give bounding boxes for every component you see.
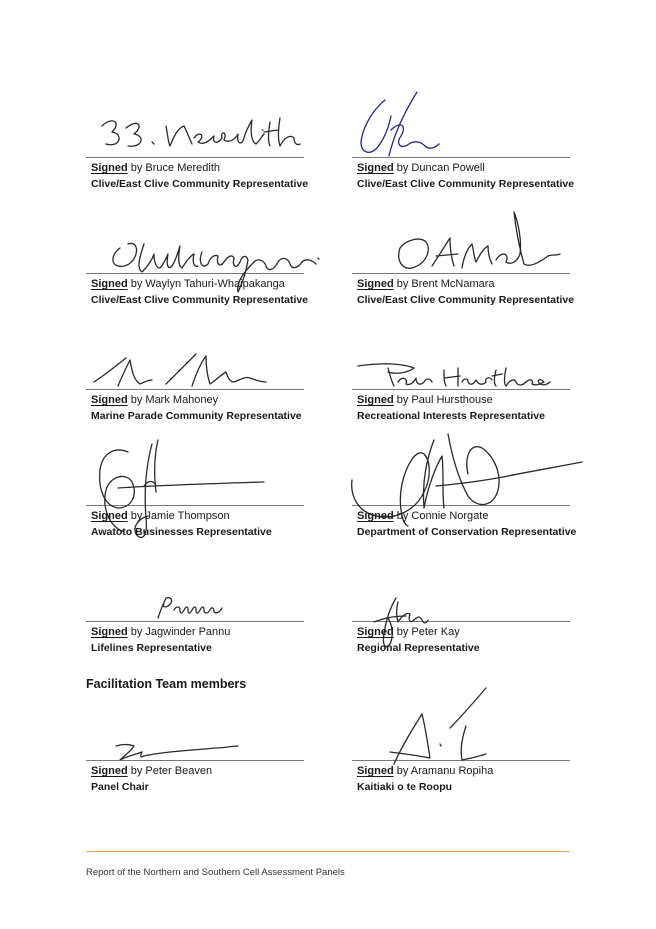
signatory-name: by Peter Kay bbox=[393, 626, 460, 638]
signed-label: Signed bbox=[357, 626, 394, 638]
signed-by-line bbox=[91, 626, 311, 639]
signed-label: Signed bbox=[91, 765, 128, 777]
signed-label: Signed bbox=[91, 162, 128, 174]
signatory-role: Lifelines Representative bbox=[91, 642, 212, 654]
signatory-name: by Brent McNamara bbox=[393, 278, 495, 290]
signature-aramanu-ropiha bbox=[376, 684, 496, 768]
signatory-block bbox=[91, 765, 311, 794]
signatory-role: Regional Representative bbox=[357, 642, 480, 654]
signatory-name: by Paul Hursthouse bbox=[393, 394, 493, 406]
signed-label: Signed bbox=[91, 626, 128, 638]
signatory-role: Awatoto Businesses Representative bbox=[91, 526, 272, 538]
signatory-role: Clive/East Clive Community Representative bbox=[91, 178, 309, 190]
signed-by-line bbox=[357, 765, 577, 778]
signed-by-line bbox=[91, 278, 311, 291]
signatory-block bbox=[357, 278, 577, 307]
signature-paul-hursthouse bbox=[354, 352, 554, 392]
signed-by-line bbox=[357, 162, 577, 175]
signed-by-line bbox=[357, 278, 577, 291]
signatory-block bbox=[91, 394, 311, 423]
signed-label: Signed bbox=[91, 394, 128, 406]
signatory-name: by Waylyn Tahuri-Whaipakanga bbox=[127, 278, 285, 290]
signed-label: Signed bbox=[91, 278, 128, 290]
signatory-block bbox=[91, 162, 311, 191]
signature-mark-mahoney bbox=[88, 346, 278, 392]
signatory-block bbox=[91, 278, 311, 307]
signatory-block bbox=[91, 626, 311, 655]
facilitation-team-heading: Facilitation Team members bbox=[86, 677, 247, 691]
signed-by-line bbox=[357, 394, 597, 407]
signed-label: Signed bbox=[357, 765, 394, 777]
signatory-name: by Duncan Powell bbox=[393, 162, 485, 174]
signatory-role: Clive/East Clive Community Representative bbox=[357, 178, 575, 190]
signatory-block bbox=[357, 765, 577, 794]
signed-by-line bbox=[91, 394, 311, 407]
signed-label: Signed bbox=[91, 510, 128, 522]
signature-peter-beaven bbox=[112, 736, 242, 764]
signature-duncan-powell bbox=[355, 90, 445, 162]
signature-brent-mcnamara bbox=[392, 210, 562, 278]
signed-label: Signed bbox=[357, 278, 394, 290]
signatory-name: by Aramanu Ropiha bbox=[393, 765, 494, 777]
signatory-role: Kaitiaki o te Roopu bbox=[357, 781, 453, 793]
signature-bruce-meredith bbox=[94, 108, 304, 158]
signed-label: Signed bbox=[357, 162, 394, 174]
signatory-name: by Bruce Meredith bbox=[127, 162, 220, 174]
signatory-block bbox=[91, 510, 331, 539]
signatory-role: Clive/East Clive Community Representative bbox=[357, 294, 575, 306]
signatory-block bbox=[357, 510, 577, 539]
signatory-role: Panel Chair bbox=[91, 781, 149, 793]
signature-jagwinder-pannu bbox=[152, 592, 232, 622]
signatory-block bbox=[357, 162, 577, 191]
signatory-block bbox=[357, 394, 597, 423]
signatory-name: by Jamie Thompson bbox=[127, 510, 230, 522]
signatory-role: Clive/East Clive Community Representative bbox=[91, 294, 309, 306]
signatory-role: Recreational Interests Representative bbox=[357, 410, 545, 422]
signed-by-line bbox=[91, 510, 331, 523]
signed-by-line bbox=[357, 510, 577, 523]
signed-by-line bbox=[91, 162, 311, 175]
signed-label: Signed bbox=[357, 510, 394, 522]
signed-label: Signed bbox=[357, 394, 394, 406]
footer-text: Report of the Northern and Southern Cell Assessment Panels bbox=[86, 867, 345, 878]
signatory-name: by Connie Norgate bbox=[393, 510, 489, 522]
signatory-role: Department of Conservation Representative bbox=[357, 526, 577, 538]
signed-by-line bbox=[91, 765, 311, 778]
footer-divider bbox=[86, 851, 570, 852]
signatory-name: by Peter Beaven bbox=[127, 765, 213, 777]
signatory-role: Marine Parade Community Representative bbox=[91, 410, 302, 422]
signed-by-line bbox=[357, 626, 577, 639]
signatory-name: by Mark Mahoney bbox=[127, 394, 219, 406]
signatory-block bbox=[357, 626, 577, 655]
signatory-name: by Jagwinder Pannu bbox=[127, 626, 231, 638]
